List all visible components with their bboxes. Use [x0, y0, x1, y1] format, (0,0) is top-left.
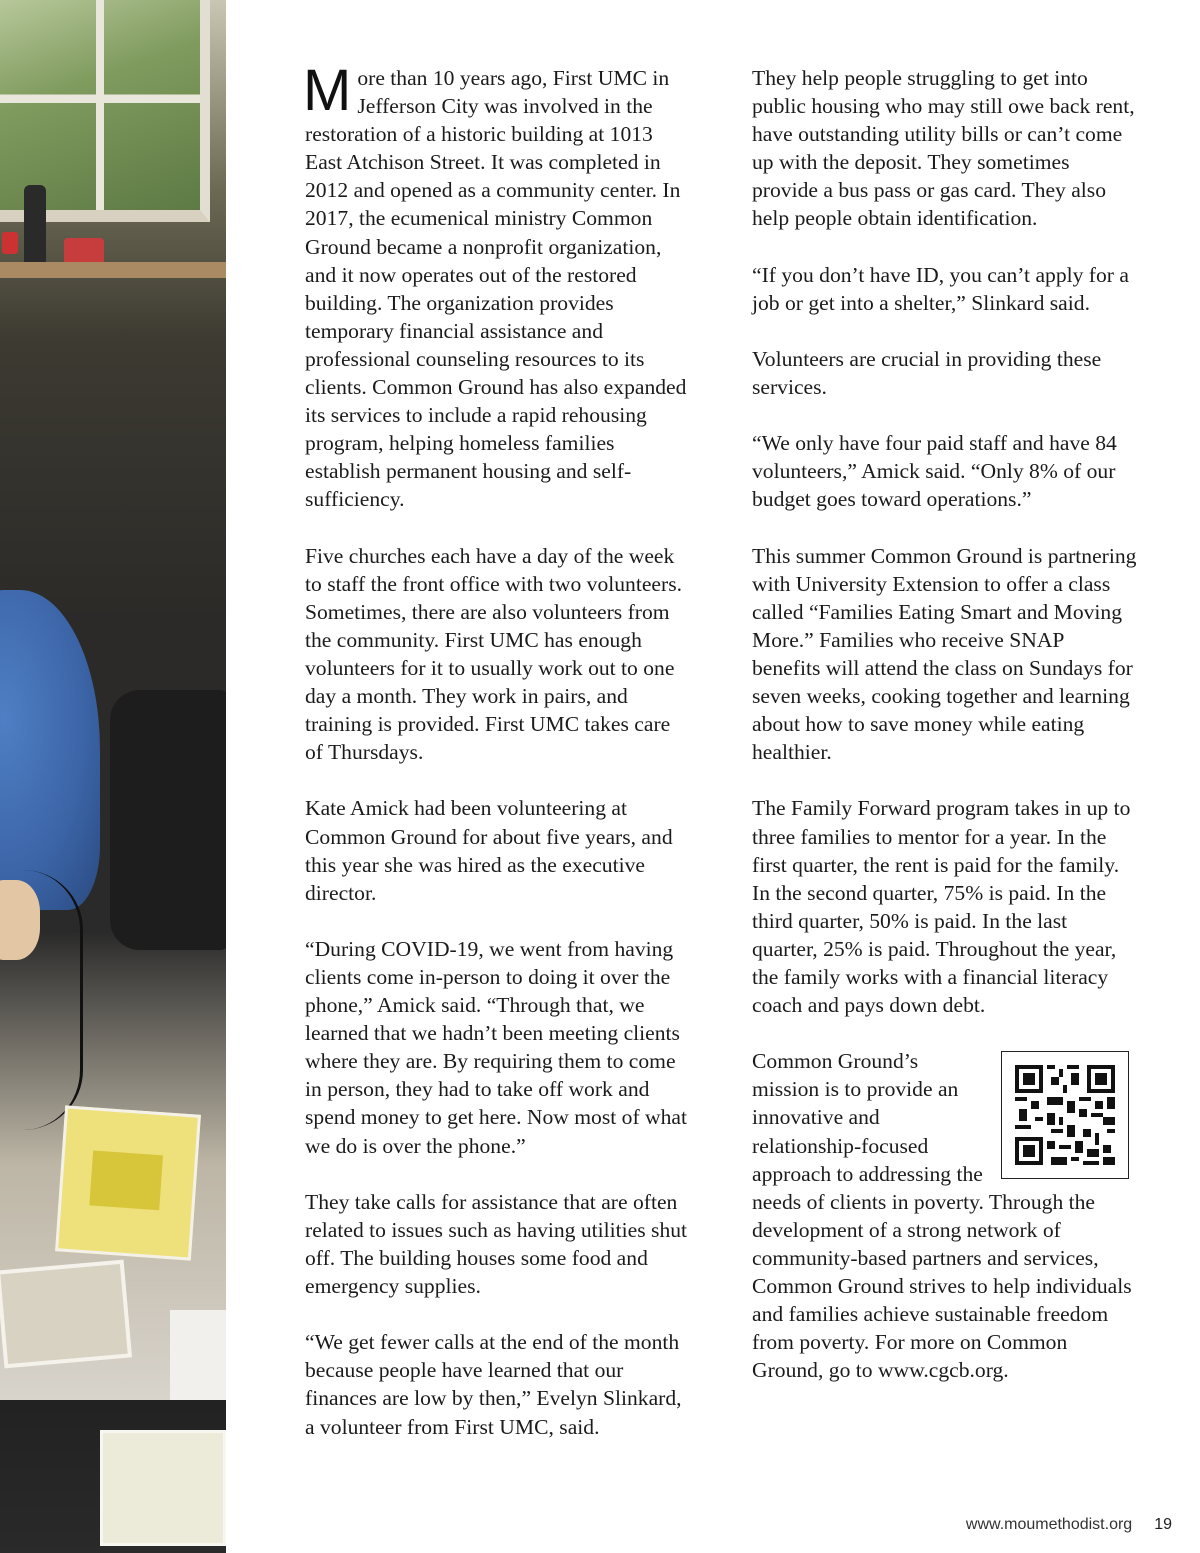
page-footer [966, 1517, 1172, 1533]
paragraph [752, 1047, 1137, 1384]
photo-carafe [24, 185, 46, 265]
article-left-column [303, 58, 690, 1469]
paragraph: Kate Amick had been volunteering at Common Ground for about five years, and this year she was hired as the executive director. [305, 796, 673, 905]
photo-yellow-card [55, 1105, 201, 1260]
photo-flyer [100, 1430, 226, 1546]
paragraph: “We only have four paid staff and have 84 volunteers,” Amick said. “Only 8% of our budget goes toward operations.” [752, 431, 1117, 512]
paragraph: “If you don’t have ID, you can’t apply for a job or get into a shelter,” Slinkard said. [752, 262, 1129, 315]
article-right-column [752, 64, 1137, 1413]
footer-url[interactable]: www.moumethodist.org [965, 1516, 1133, 1533]
paragraph: Five churches each have a day of the week to staff the front office with two volunteers. Sometimes, there are also volunteers from the community. First UMC has enough volunteers for it to usually work out to one day a month. They work in pairs, and training is provided. First UMC takes care of Thursdays. [305, 543, 683, 765]
qr-code-icon[interactable] [1001, 1051, 1129, 1179]
paragraph-text: ore than 10 years ago, First UMC in Jefferson City was involved in the restoration of a historic building at 1013 East Atchison Street. It was completed in 2012 and opened as a community center. In 2017, the ecumenical ministry Common Ground became a nonprofit organization, and it now operates out of the restored building. The organization provides temporary financial assistance and professional counseling resources to its clients. Common Ground has also expanded its services to include a rapid rehousing program, helping homeless families establish permanent housing and self-sufficiency. [305, 66, 687, 512]
paragraph [303, 58, 690, 514]
paragraph: This summer Common Ground is partnering with University Extension to offer a class called “Families Eating Smart and Moving More.” Families who receive SNAP benefits will attend the class on Sundays for seven weeks, cooking together and learning about how to save money while eating healthier. [752, 543, 1137, 765]
paragraph: Volunteers are crucial in providing these services. [752, 346, 1102, 400]
paragraph-text: Common Ground’s mission is to provide an innovative and relationship-focused approach to addressing the needs of clients in poverty. Through the development of a strong network of community-based partners and services, Common Ground strives to help individuals and families achieve sustainable freedom from poverty. For more on Common Ground, go to www.cgcb.org. [752, 1049, 1132, 1383]
qr-code-graphic [1015, 1065, 1115, 1165]
paragraph: They take calls for assistance that are often related to issues such as having utilities shut off. The building houses some food and emergency supplies. [305, 1189, 688, 1299]
paragraph: “We get fewer calls at the end of the month because people have learned that our finances are low by then,” Evelyn Slinkard, a volunteer from First UMC, said. [305, 1330, 682, 1439]
photo-phone-cord [0, 870, 83, 1130]
photo-chair [110, 690, 226, 950]
article-photo [0, 0, 226, 1553]
photo-card-box [0, 1260, 132, 1369]
paragraph: They help people struggling to get into public housing who may still owe back rent, have outstanding utility bills or can’t come up with the deposit. They sometimes provide a bus pass or gas card. They also help people obtain identification. [752, 66, 1135, 231]
paragraph: The Family Forward program takes in up to three families to mentor for a year. In the first quarter, the rent is paid for the family. In the second quarter, 75% is paid. In the third quarter, 50% is paid. In the last quarter, 25% is paid. Throughout the year, the family works with a financial literacy coach and pays down debt. [752, 796, 1131, 1018]
photo-mug-small [2, 232, 18, 254]
paragraph: “During COVID-19, we went from having clients come in-person to doing it over the phone,” Amick said. “Through that, we learned that we hadn’t been meeting clients where they are. By requiring them to come in person, they had to take off work and spend money to get here. Now most of what we do is over the phone.” [305, 936, 688, 1158]
drop-cap: M [303, 58, 352, 123]
photo-person-shirt [0, 590, 100, 910]
photo-shelf [0, 262, 226, 278]
page-number: 19 [1154, 1516, 1172, 1533]
